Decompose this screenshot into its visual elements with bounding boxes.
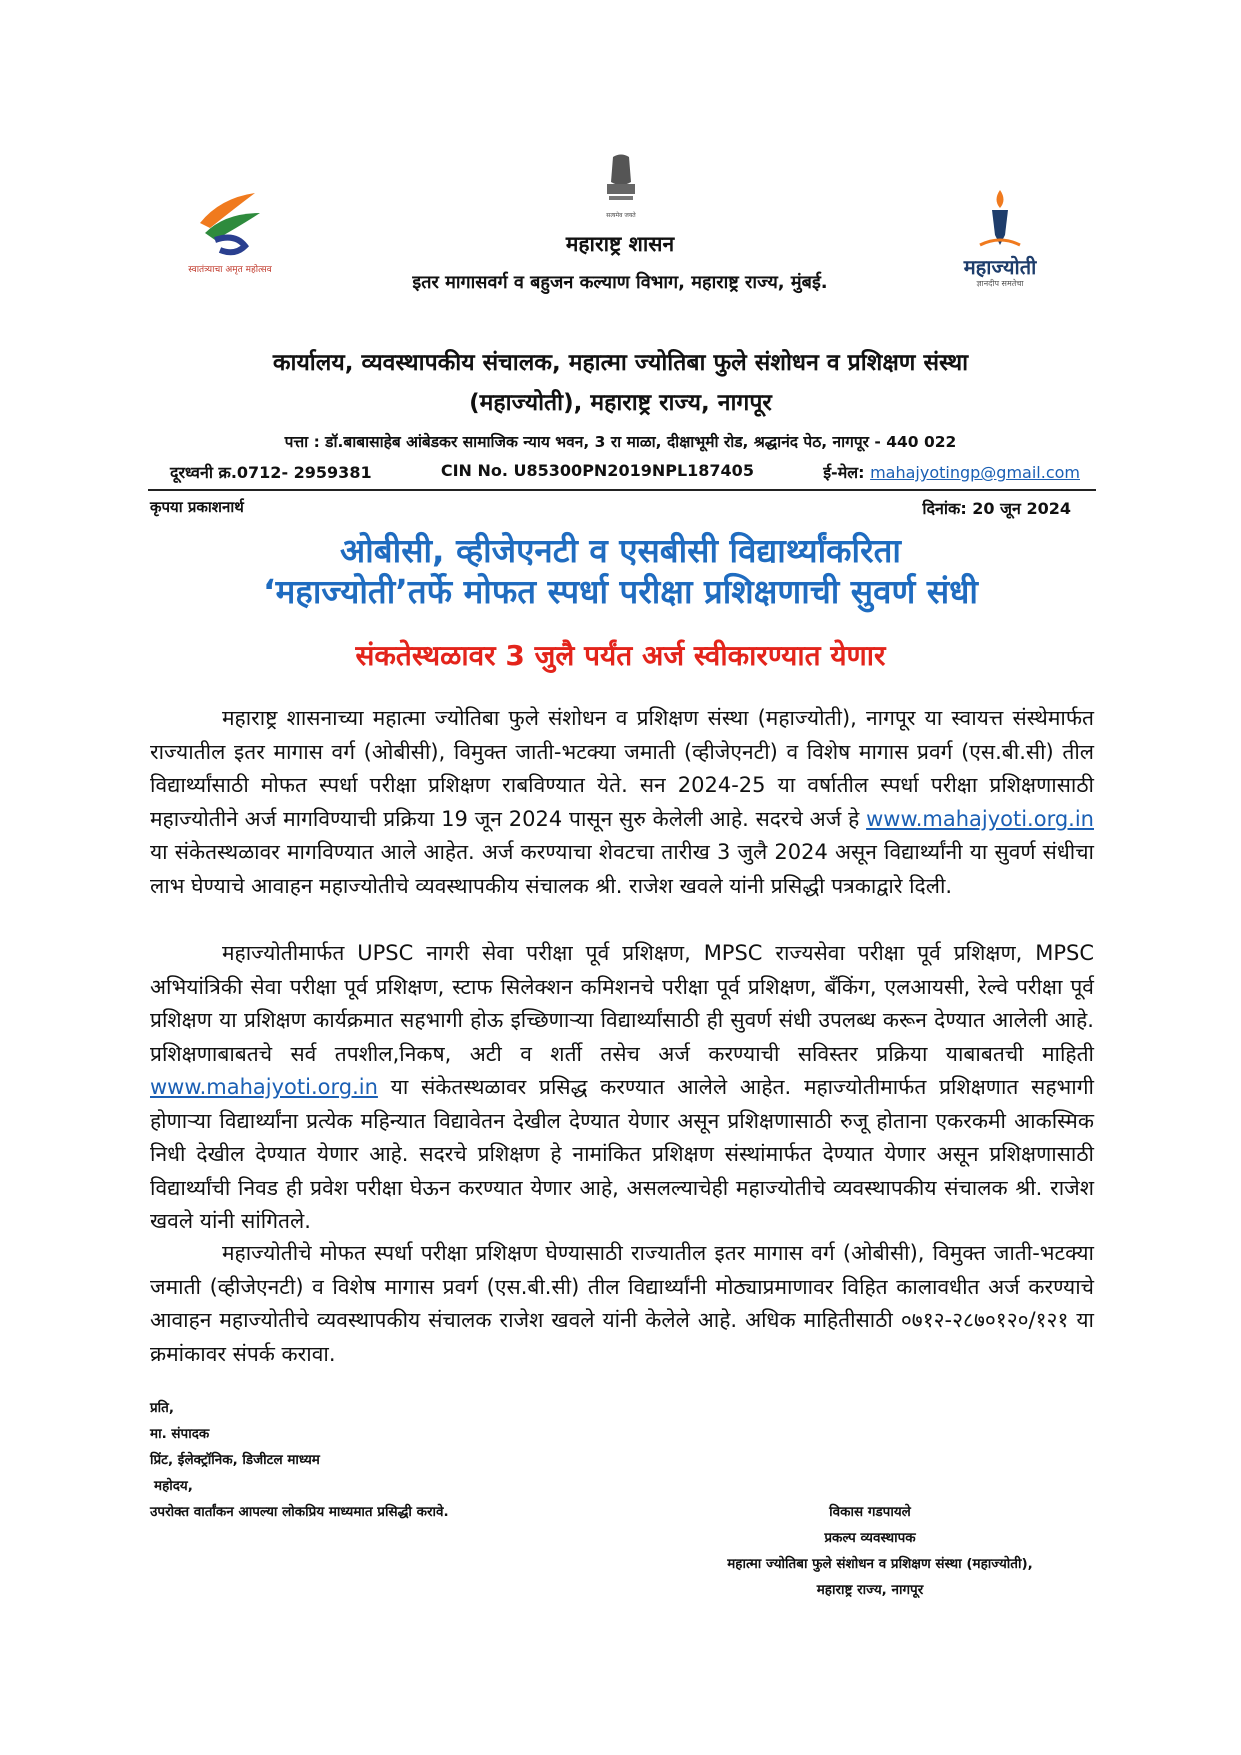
department-name: इतर मागासवर्ग व बहुजन कल्याण विभाग, महाराष्ट्र राज्य, मुंबई. xyxy=(412,272,828,293)
signatory-org: महात्मा ज्योतिबा फुले संशोधन व प्रशिक्षण संस्था (महाज्योती), xyxy=(727,1556,1033,1572)
amrit-mahotsav-text: स्वातंत्र्याचा अमृत महोत्सव xyxy=(188,265,272,275)
office-title-line2: (महाज्योती), महाराष्ट्र राज्य, नागपूर xyxy=(469,390,772,416)
subheadline: संकतेस्थळावर 3 जुलै पर्यंत अर्ज स्वीकारण्यात येणार xyxy=(355,639,886,672)
signatory-name: विकास गडपायले xyxy=(829,1504,911,1520)
cin-number: CIN No. U85300PN2019NPL187405 xyxy=(440,461,754,480)
p2-text-a: महाज्योतीमार्फत UPSC नागरी सेवा परीक्षा पूर्व प्रशिक्षण, MPSC राज्यसेवा परीक्षा पूर्व प्रशिक्षण, MPSC अभियांत्रिकी सेवा परीक्षा पूर्व प्रशिक्षण, स्टाफ सिलेक्शन कमिशनचे परीक्षा पूर्व प्रशिक्षण, बँकिंग, एलआयसी, रेल्वे परीक्षा पूर्व प्रशिक्षण या प्रशिक्षण कार्यक्रमात सहभागी होऊ इच्छिणाऱ्या विद्यार्थ्यांसाठी ही सुवर्ण संधी उपलब्ध करून देण्यात आलेली आहे. प्रशिक्षणाबाबतचे सर्व तपशील,निकष, अटी व शर्ती तसेच अर्ज करण्याची सविस्तर प्रक्रिया याबाबतची माहिती xyxy=(150,941,1094,1066)
body-paragraph-3: महाज्योतीचे मोफत स्पर्धा परीक्षा प्रशिक्षण घेण्यासाठी राज्यातील इतर मागास वर्ग (ओबीसी), विमुक्त जाती-भटक्या जमाती (व्हीजेएनटी) व विशेष मागास प्रवर्ग (एस.बी.सी) तील विद्यार्थ्यांनी मोठ्याप्रमाणावर विहित कालावधीत अर्ज करण्याचे आवाहन महाज्योतीचे व्यवस्थापकीय संचालक राजेश खवले यांनी केलेले आहे. अधिक माहितीसाठी ०७१२-२८७०१२०/१२१ या क्रमांकावर संपर्क करावा. xyxy=(150,1241,1094,1366)
signatory-title: प्रकल्प व्यवस्थापक xyxy=(824,1530,916,1546)
website-link-2[interactable]: www.mahajyoti.org.in xyxy=(150,1075,378,1099)
footer-media: प्रिंट, ईलेक्ट्रॉनिक, डिजीटल माध्यम xyxy=(150,1452,320,1468)
headline-line1: ओबीसी, व्हीजेएनटी व एसबीसी विद्यार्थ्यांकरिता xyxy=(340,531,901,570)
footer-salutation: महोदय, xyxy=(154,1478,193,1494)
email-label: ई-मेल: xyxy=(823,463,865,482)
publish-note: कृपया प्रकाशनार्थ xyxy=(150,498,244,516)
footer-to: प्रति, xyxy=(150,1400,175,1416)
email-block xyxy=(823,461,1080,483)
govt-name: महाराष्ट्र शासन xyxy=(565,232,675,256)
mahajyoti-logo-name: महाज्योती xyxy=(963,255,1037,279)
p1-text-a: महाराष्ट्र शासनाच्या महात्मा ज्योतिबा फुले संशोधन व प्रशिक्षण संस्था (महाज्योती), नागपूर या स्वायत्त संस्थेमार्फत राज्यातील इतर मागास वर्ग (ओबीसी), विमुक्त जाती-भटक्या जमाती (व्हीजेएनटी) व विशेष मागास प्रवर्ग (एस.बी.सी) तील विद्यार्थ्यांसाठी मोफत स्पर्धा परीक्षा प्रशिक्षण राबविण्यात येते. सन 2024-25 या वर्षातील स्पर्धा परीक्षा प्रशिक्षणासाठी महाज्योतीने अर्ज मागविण्याची प्रक्रिया 19 जून 2024 पासून सुरु केलेली आहे. सदरचे अर्ज हे xyxy=(150,706,1094,831)
footer-request: उपरोक्त वार्तांकन आपल्या लोकप्रिय माध्यमात प्रसिद्धी करावे. xyxy=(150,1504,449,1520)
contact-line xyxy=(170,461,1080,483)
body-paragraph-1 xyxy=(150,702,1094,903)
press-date: दिनांक: 20 जून 2024 xyxy=(922,499,1071,518)
emblem-motto: सत्यमेव जयते xyxy=(606,212,636,219)
p2-text-b: या संकेतस्थळावर प्रसिद्ध करण्यात आलेले आहेत. महाज्योतीमार्फत प्रशिक्षणात सहभागी होणाऱ्या विद्यार्थ्यांना प्रत्येक महिन्यात विद्यावेतन देखील देण्यात येणार असून प्रशिक्षणासाठी रुजू होताना एकरकमी आकस्मिक निधी देखील देण्यात येणार आहे. सदरचे प्रशिक्षण हे नामांकित प्रशिक्षण संस्थांमार्फत देण्यात येणार असून प्रशिक्षणासाठी विद्यार्थ्यांची निवड ही प्रवेश परीक्षा घेऊन करण्यात येणार आहे, असलल्याचेही महाज्योतीचे व्यवस्थापकीय संचालक श्री. राजेश खवले यांनी सांगितले. xyxy=(150,1075,1094,1233)
signatory-place: महाराष्ट्र राज्य, नागपूर xyxy=(816,1582,924,1598)
national-emblem xyxy=(596,152,646,219)
mahajyoti-logo-tagline: ज्ञानदीप समतेचा xyxy=(976,279,1024,288)
phone-number: दूरध्वनी क्र.0712- 2959381 xyxy=(170,463,372,482)
header-divider xyxy=(148,489,1096,491)
website-link-1[interactable]: www.mahajyoti.org.in xyxy=(866,806,1094,831)
amrit-mahotsav-logo xyxy=(165,188,295,283)
office-address: पत्ता : डॉ.बाबासाहेब आंबेडकर सामाजिक न्याय भवन, 3 रा माळा, दीक्षाभूमी रोड, श्रद्धानंद पेठ, नागपूर - 440 022 xyxy=(284,433,957,451)
mahajyoti-logo xyxy=(935,190,1065,289)
email-link[interactable]: mahajyotingp@gmail.com xyxy=(870,463,1080,482)
p1-text-b: या संकेतस्थळावर मागविण्यात आले आहेत. अर्ज करण्याचा शेवटचा तारीख 3 जुलै 2024 असून विद्यार्थ्यांनी या सुवर्ण संधीचा लाभ घेण्याचे आवाहन महाज्योतीचे व्यवस्थापकीय संचालक श्री. राजेश खवले यांनी प्रसिद्धी पत्रकाद्वारे दिली. xyxy=(150,840,1094,898)
office-title-line1: कार्यालय, व्यवस्थापकीय संचालक, महात्मा ज्योतिबा फुले संशोधन व प्रशिक्षण संस्था xyxy=(272,350,969,376)
body-paragraph-2 xyxy=(150,937,1094,1239)
footer-editor: मा. संपादक xyxy=(150,1426,210,1442)
headline-line2: ‘महाज्योती’तर्फे मोफत स्पर्धा परीक्षा प्रशिक्षणाची सुवर्ण संधी xyxy=(263,572,978,611)
